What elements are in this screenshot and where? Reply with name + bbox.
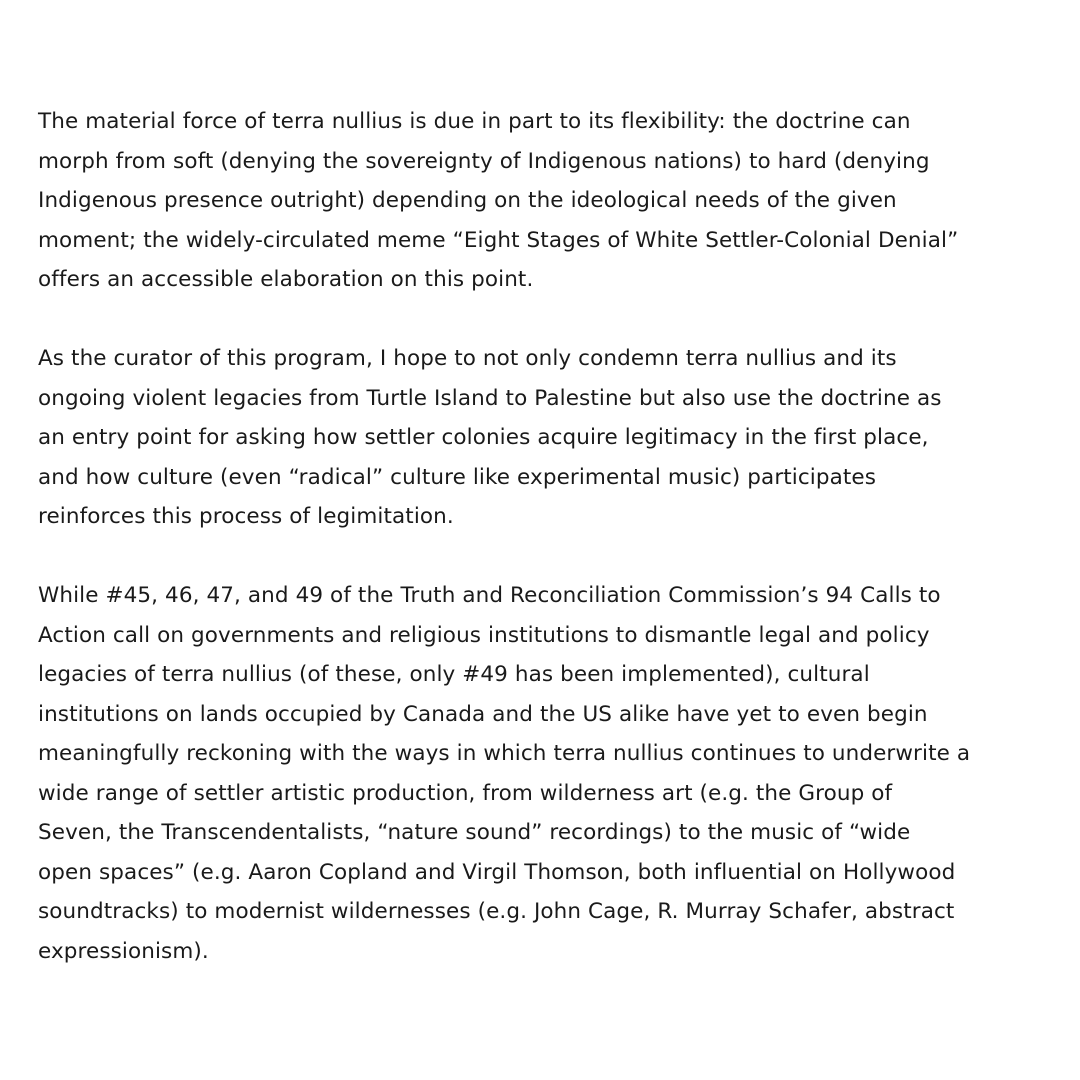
text-line: Seven, the Transcendentalists, “nature sound” recordings) to the music of “wide bbox=[38, 820, 911, 845]
text-line: offers an accessible elaboration on this point. bbox=[38, 267, 534, 292]
paragraph-2 bbox=[38, 339, 1048, 537]
body-text bbox=[38, 102, 1048, 1011]
text-line: Indigenous presence outright) depending on the ideological needs of the given bbox=[38, 188, 897, 213]
text-line: moment; the widely-circulated meme “Eight Stages of White Settler-Colonial Denial” bbox=[38, 227, 959, 253]
text-line: morph from soft (denying the sovereignty of Indigenous nations) to hard (denying bbox=[38, 148, 930, 174]
text-line: wide range of settler artistic production, from wilderness art (e.g. the Group of bbox=[38, 780, 893, 806]
paragraph-1 bbox=[38, 102, 1048, 300]
text-line: reinforces this process of legimitation. bbox=[38, 504, 454, 529]
text-line: institutions on lands occupied by Canada and the US alike have yet to even begin bbox=[38, 701, 928, 727]
text-line: and how culture (even “radical” culture like experimental music) participates bbox=[38, 464, 877, 490]
text-line: meaningfully reckoning with the ways in which terra nullius continues to underwrite a bbox=[38, 741, 971, 766]
text-line: open spaces” (e.g. Aaron Copland and Virgil Thomson, both influential on Hollywood bbox=[38, 859, 956, 885]
text-line: ongoing violent legacies from Turtle Island to Palestine but also use the doctrine as bbox=[38, 385, 942, 411]
paragraph-3 bbox=[38, 576, 1048, 971]
text-line: The material force of terra nullius is due in part to its flexibility: the doctrine can bbox=[38, 109, 911, 134]
text-line: As the curator of this program, I hope to not only condemn terra nullius and its bbox=[38, 346, 897, 371]
text-line: expressionism). bbox=[38, 938, 209, 964]
text-line: Action call on governments and religious institutions to dismantle legal and policy bbox=[38, 622, 930, 648]
text-line: While #45, 46, 47, and 49 of the Truth and Reconciliation Commission’s 94 Calls to bbox=[38, 583, 941, 608]
text-line: an entry point for asking how settler colonies acquire legitimacy in the first place, bbox=[38, 425, 929, 450]
text-line: soundtracks) to modernist wildernesses (e.g. John Cage, R. Murray Schafer, abstract bbox=[38, 899, 955, 924]
text-line: legacies of terra nullius (of these, only #49 has been implemented), cultural bbox=[38, 662, 870, 687]
